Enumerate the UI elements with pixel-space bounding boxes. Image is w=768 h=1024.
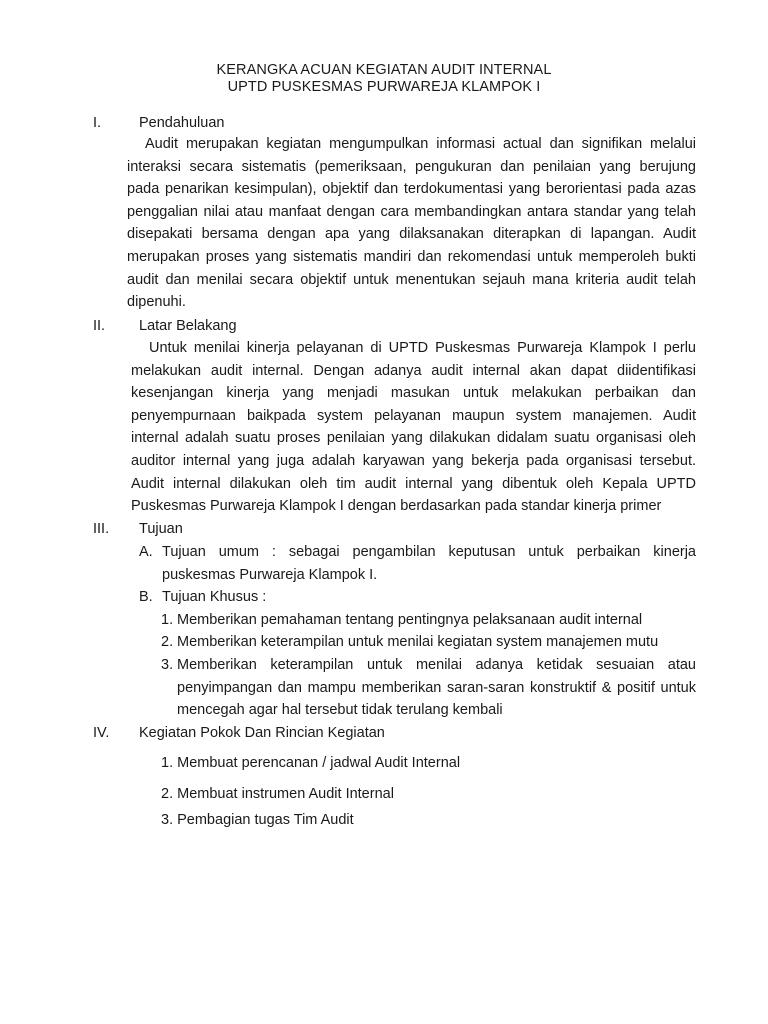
objective-b-label: B. [139, 589, 153, 605]
document-title-line-2: UPTD PUSKESMAS PURWAREJA KLAMPOK I [227, 79, 541, 95]
section-3-heading: Tujuan [139, 521, 183, 537]
objective-sub-3-number: 3. [161, 657, 174, 673]
objective-a-label: A. [139, 544, 153, 560]
section-2-text: Untuk menilai kinerja pelayanan di UPTD Puskesmas Purwareja Klampok I perlu melakukan audit internal. Dengan adanya audit internal akan dapat diidentifikasi kesenjangan kinerja yang menjadi masukan untuk melakukan perbaikan dan penyempurnaan baikpada system pelayanan maupun system manajemen. Audit internal adalah suatu proses penilaian yang dilakukan didalam suatu organisasi oleh auditor internal yang juga adalah karyawan yang bekerja pada organisasi tersebut. Audit internal dilakukan oleh tim audit internal yang dibentuk oleh Kepala UPTD Puskesmas Purwareja Klampok I dengan berdasarkan pada standar kinerja primer [131, 340, 696, 515]
objective-sub-3-text: Memberikan keterampilan untuk menilai adanya ketidak sesuaian atau penyimpangan dan mampu memberikan saran-saran konstruktif & positif untuk mencegah agar hal tersebut tidak terulang kembali [177, 657, 696, 719]
activity-item-1: 1. Membuat perencanan / jadwal Audit Internal [161, 755, 461, 771]
section-1-text: Audit merupakan kegiatan mengumpulkan informasi actual dan signifikan melalui interaksi secara sistematis (pemeriksaan, pengukuran dan penilaian yang berujung pada penarikan kesimpulan), objektif dan terdokumentasi yang berorientasi pada azas penggalian nilai atau manfaat dengan cara membandingkan antara standar yang telah disepakati bersama dengan apa yang dilaksanakan diterapkan di lapangan. Audit merupakan proses yang sistematis mandiri dan rekomendasi untuk memperoleh bukti audit dan menilai secara objektif untuk menentukan sejauh mana kriteria audit telah dipenuhi. [127, 136, 696, 311]
section-4-number: IV. [93, 725, 110, 741]
document-title-line-1: KERANGKA ACUAN KEGIATAN AUDIT INTERNAL [216, 62, 552, 78]
section-2-paragraph [131, 337, 696, 518]
section-2-heading: Latar Belakang [139, 318, 237, 334]
objective-b-text: Tujuan Khusus : [162, 589, 267, 605]
section-4-heading: Kegiatan Pokok Dan Rincian Kegiatan [139, 725, 385, 741]
objective-sub-2-text: Memberikan keterampilan untuk menilai kegiatan system manajemen mutu [177, 634, 659, 650]
objective-sub-1-text: Memberikan pemahaman tentang pentingnya pelaksanaan audit internal [177, 612, 643, 628]
objective-a-text: Tujuan umum : sebagai pengambilan keputusan untuk perbaikan kinerja puskesmas Purwareja Klampok I. [162, 544, 696, 583]
section-1-number: I. [93, 115, 102, 131]
section-1-paragraph [127, 133, 696, 314]
activity-item-2: 2. Membuat instrumen Audit Internal [161, 786, 394, 802]
objective-sub-2-number: 2. [161, 634, 174, 650]
activity-item-3: 3. Pembagian tugas Tim Audit [161, 812, 354, 828]
section-1-heading: Pendahuluan [139, 115, 225, 131]
section-2-number: II. [93, 318, 106, 334]
section-3-number: III. [93, 521, 110, 537]
objective-sub-1-number: 1. [161, 612, 174, 628]
